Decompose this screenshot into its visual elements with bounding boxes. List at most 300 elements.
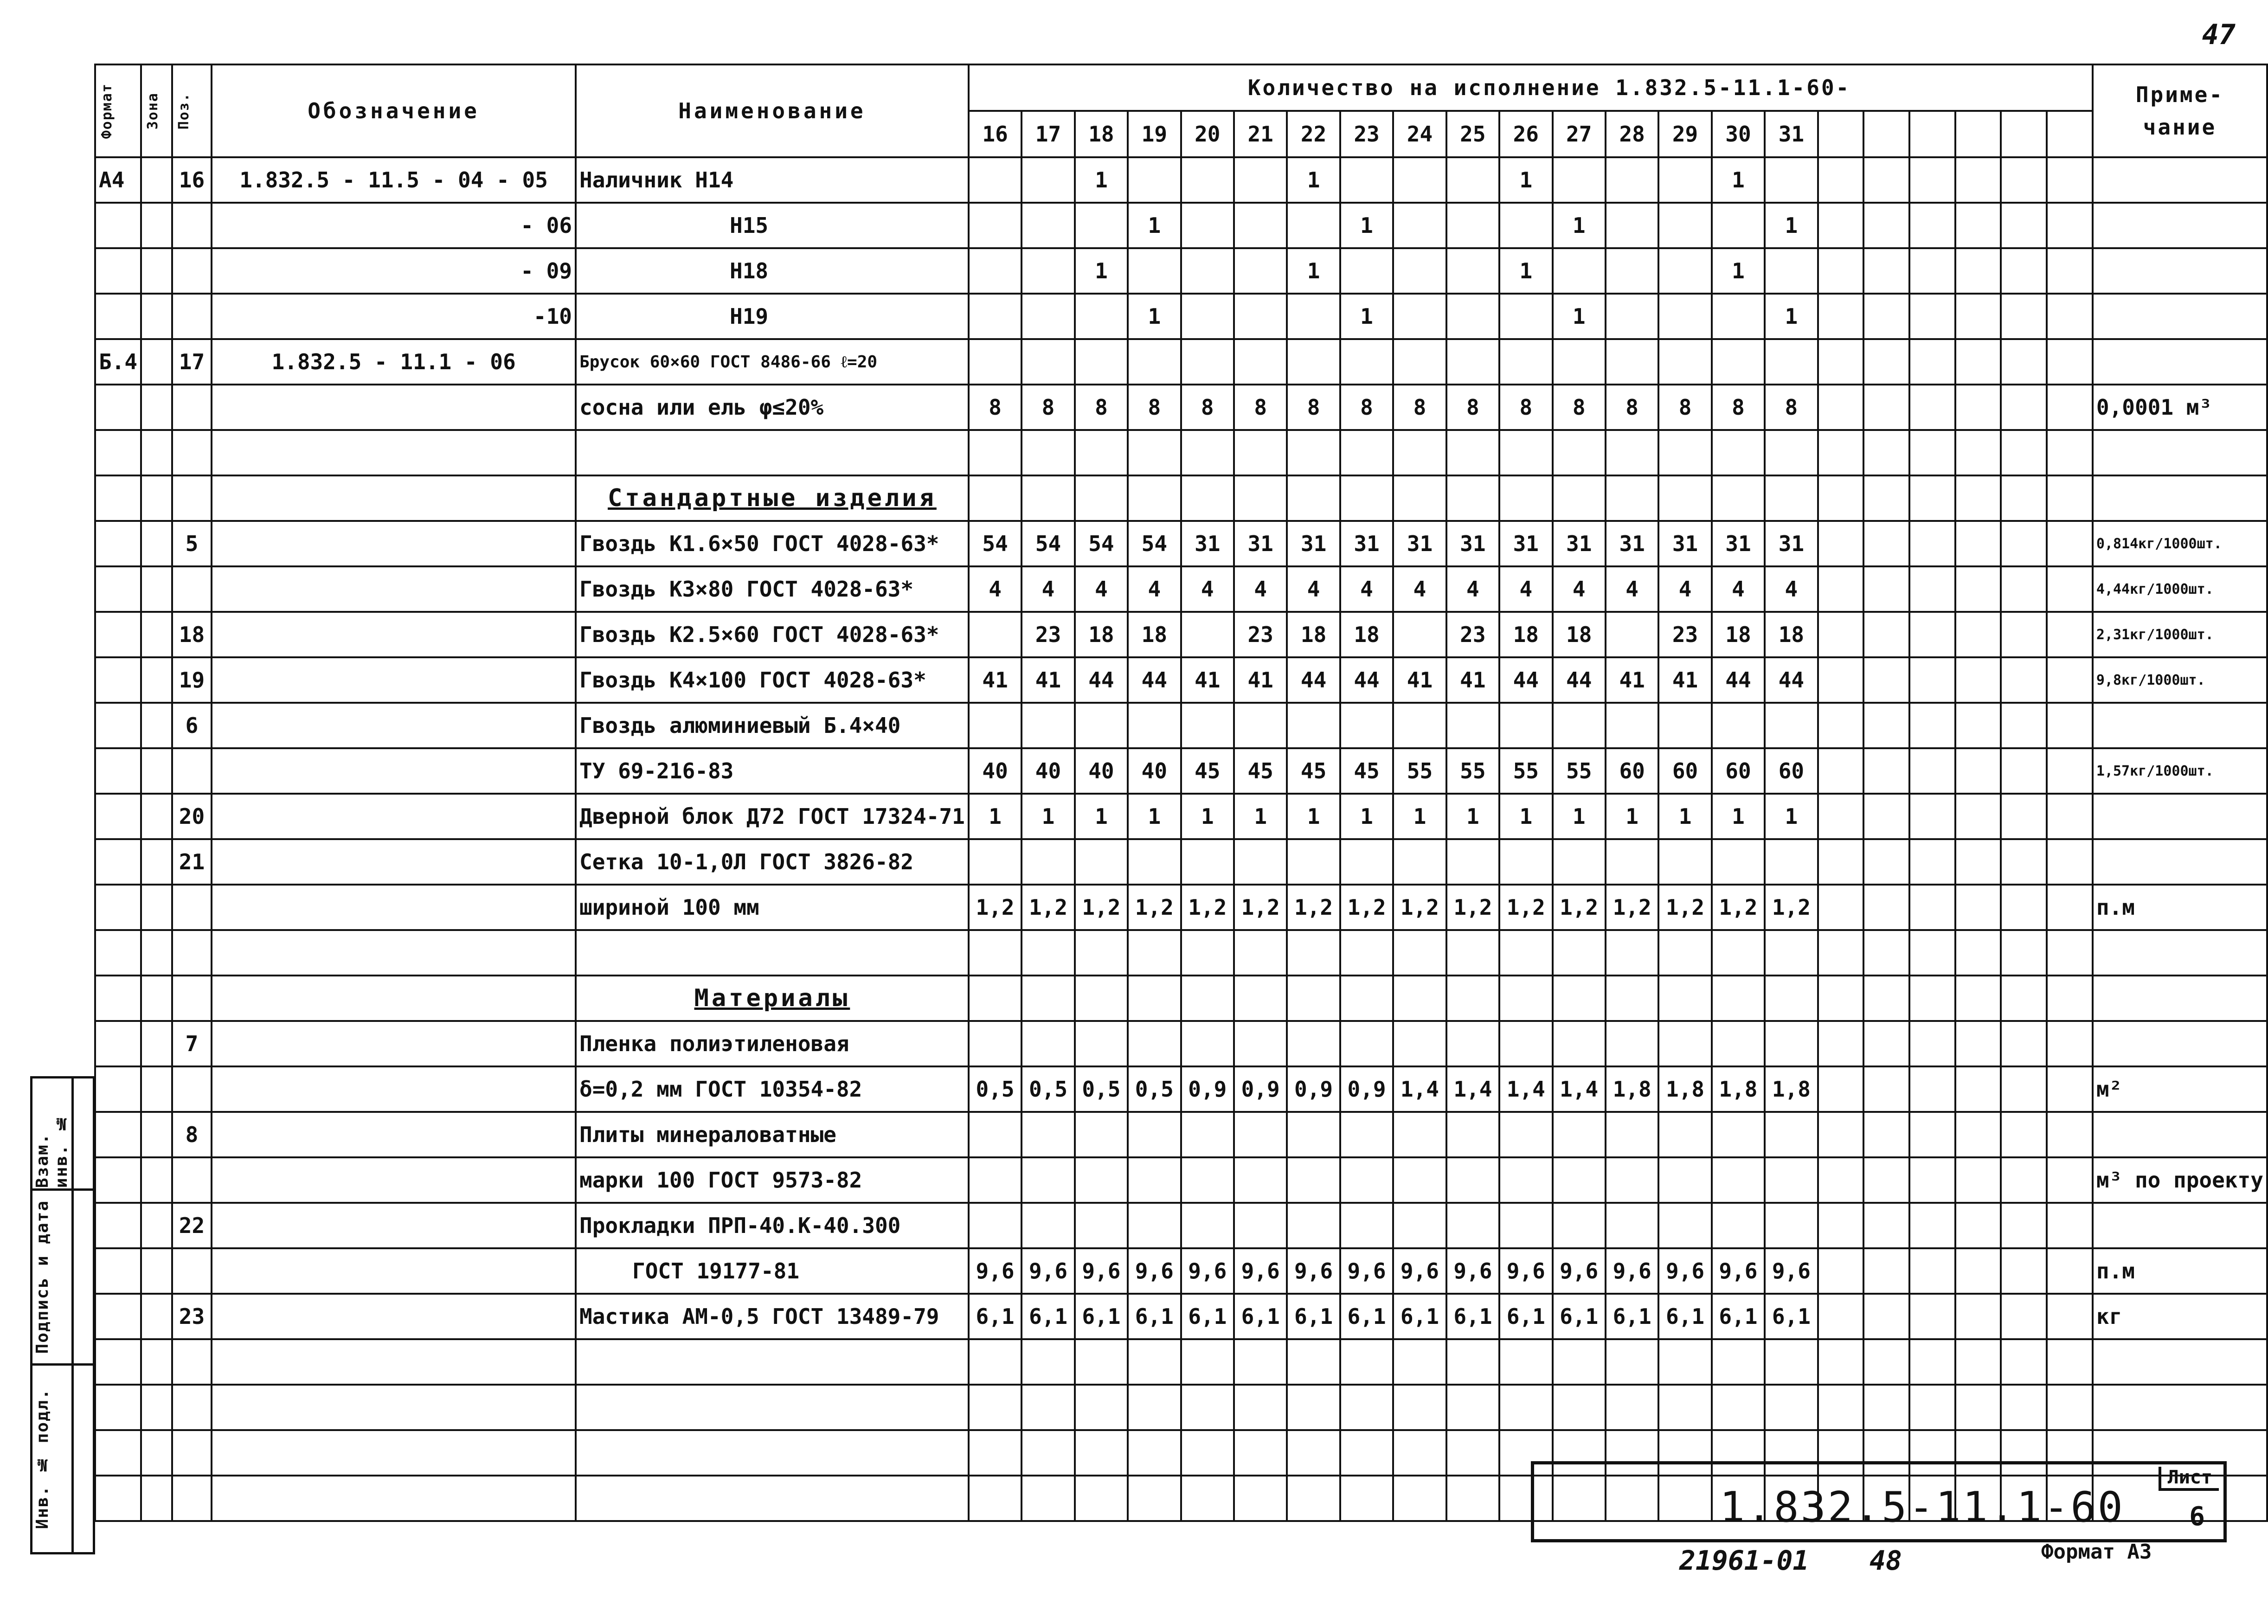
cell-designation: [212, 1339, 576, 1385]
cell-empty: [1818, 839, 1864, 885]
cell-qty-21: 8: [1234, 385, 1287, 430]
cell-empty: [1955, 294, 2001, 339]
cell-qty-19: [1128, 248, 1181, 294]
cell-qty-21: [1234, 1476, 1287, 1521]
cell-qty-23: 1: [1340, 203, 1393, 248]
cell-qty-24: 1,4: [1393, 1066, 1446, 1112]
cell-qty-17: 40: [1022, 748, 1074, 794]
cell-empty: [2001, 248, 2047, 294]
cell-qty-22: [1287, 1430, 1340, 1476]
cell-empty: [1955, 1112, 2001, 1157]
cell-note: [2093, 930, 2267, 976]
cell-empty: [1818, 1203, 1864, 1248]
cell-qty-27: [1553, 1203, 1606, 1248]
cell-name: Гвоздь алюминиевый Б.4×40: [576, 703, 969, 748]
cell-empty: [2047, 1157, 2093, 1203]
cell-qty-16: 1,2: [969, 885, 1022, 930]
cell-format: [95, 1203, 141, 1248]
cell-empty: [1658, 475, 1711, 521]
cell-qty-23: 1: [1340, 794, 1393, 839]
cell-note: [2093, 294, 2267, 339]
cell-qty-31: 31: [1765, 521, 1818, 566]
cell-qty-27: [1553, 430, 1606, 475]
cell-qty-25: 1,4: [1446, 1066, 1499, 1112]
cell-empty: [1863, 748, 1909, 794]
cell-qty-27: 44: [1553, 657, 1606, 703]
cell-qty-28: [1606, 248, 1658, 294]
cell-qty-22: 4: [1287, 566, 1340, 612]
cell-empty: [1863, 976, 1909, 1021]
cell-qty-19: 18: [1128, 612, 1181, 657]
cell-qty-16: [969, 1385, 1022, 1430]
cell-name: [576, 1430, 969, 1476]
cell-empty: [1863, 657, 1909, 703]
cell-qty-24: [1393, 703, 1446, 748]
cell-qty-25: [1446, 1385, 1499, 1430]
cell-qty-27: 18: [1553, 612, 1606, 657]
cell-qty-25: 31: [1446, 521, 1499, 566]
cell-qty-28: [1606, 612, 1658, 657]
cell-empty: [2001, 703, 2047, 748]
cell-empty: [1818, 430, 1864, 475]
cell-empty: [1909, 339, 1955, 385]
cell-qty-17: [1022, 1339, 1074, 1385]
side-label-inv: Взам. инв. №: [33, 1113, 71, 1188]
cell-name: [576, 1385, 969, 1430]
cell-empty: [141, 475, 172, 521]
cell-empty: [2001, 657, 2047, 703]
cell-qty-24: [1393, 203, 1446, 248]
cell-zone: [141, 1476, 172, 1521]
cell-qty-18: [1075, 839, 1128, 885]
cell-empty: [1909, 703, 1955, 748]
cell-qty-23: 1: [1340, 294, 1393, 339]
cell-qty-16: [969, 1430, 1022, 1476]
cell-qty-29: 41: [1658, 657, 1711, 703]
cell-qty-21: [1234, 1339, 1287, 1385]
cell-zone: [141, 1157, 172, 1203]
cell-qty-18: 9,6: [1075, 1248, 1128, 1294]
cell-zone: [141, 794, 172, 839]
cell-qty-24: [1393, 1430, 1446, 1476]
cell-qty-22: [1287, 1157, 1340, 1203]
cell-qty-29: 31: [1658, 521, 1711, 566]
column-31: 31: [1765, 111, 1818, 157]
cell-qty-27: 9,6: [1553, 1248, 1606, 1294]
cell-qty-27: [1553, 703, 1606, 748]
cell-qty-27: 1,2: [1553, 885, 1606, 930]
cell-qty-23: [1340, 430, 1393, 475]
cell-qty-18: [1075, 203, 1128, 248]
cell-empty: [1955, 612, 2001, 657]
cell-qty-17: [1022, 1112, 1074, 1157]
cell-qty-22: [1287, 1112, 1340, 1157]
header-format: Формат: [95, 64, 141, 157]
cell-empty: [1955, 475, 2001, 521]
cell-qty-18: 6,1: [1075, 1294, 1128, 1339]
cell-note: [2093, 1385, 2267, 1430]
table-row: [95, 1339, 2267, 1385]
cell-empty: [1909, 521, 1955, 566]
cell-qty-28: 9,6: [1606, 1248, 1658, 1294]
cell-qty-30: [1712, 1385, 1765, 1430]
cell-name: марки 100 ГОСТ 9573-82: [576, 1157, 969, 1203]
cell-designation: [212, 1248, 576, 1294]
cell-zone: [141, 1339, 172, 1385]
cell-zone: [141, 566, 172, 612]
cell-qty-21: [1234, 1385, 1287, 1430]
cell-qty-18: 1: [1075, 248, 1128, 294]
cell-empty: [1818, 566, 1864, 612]
cell-qty-23: 31: [1340, 521, 1393, 566]
cell-qty-16: [969, 1021, 1022, 1066]
cell-qty-30: [1712, 1157, 1765, 1203]
cell-empty: [2001, 1294, 2047, 1339]
cell-empty: [1863, 248, 1909, 294]
cell-empty: [1606, 475, 1658, 521]
cell-qty-25: 23: [1446, 612, 1499, 657]
cell-format: [95, 930, 141, 976]
cell-qty-30: 60: [1712, 748, 1765, 794]
column-empty: [1863, 111, 1909, 157]
cell-empty: [1863, 1112, 1909, 1157]
cell-qty-27: [1553, 157, 1606, 203]
cell-note: 2,31кг/1000шт.: [2093, 612, 2267, 657]
cell-empty: [1818, 1248, 1864, 1294]
cell-qty-21: 4: [1234, 566, 1287, 612]
cell-qty-18: [1075, 703, 1128, 748]
cell-empty: [2001, 157, 2047, 203]
cell-qty-27: 1: [1553, 203, 1606, 248]
cell-empty: [1955, 157, 2001, 203]
cell-empty: [212, 976, 576, 1021]
cell-note: [2093, 1021, 2267, 1066]
cell-name: [576, 1476, 969, 1521]
cell-qty-25: 9,6: [1446, 1248, 1499, 1294]
cell-empty: [2001, 748, 2047, 794]
cell-empty: [2001, 385, 2047, 430]
cell-qty-29: [1658, 1157, 1711, 1203]
cell-qty-31: [1765, 248, 1818, 294]
cell-empty: [1909, 1157, 1955, 1203]
cell-qty-21: 9,6: [1234, 1248, 1287, 1294]
cell-empty: [2047, 1112, 2093, 1157]
cell-qty-31: 18: [1765, 612, 1818, 657]
cell-format: [95, 566, 141, 612]
cell-empty: [1955, 839, 2001, 885]
cell-empty: [1955, 703, 2001, 748]
cell-qty-19: 9,6: [1128, 1248, 1181, 1294]
table-row: [95, 1112, 2267, 1157]
cell-name: Наличник Н14: [576, 157, 969, 203]
cell-qty-26: [1499, 703, 1552, 748]
cell-qty-17: 8: [1022, 385, 1074, 430]
side-label-sign: Подпись и дата: [33, 1200, 52, 1354]
cell-empty: [1909, 1112, 1955, 1157]
cell-name: Гвоздь К3×80 ГОСТ 4028-63*: [576, 566, 969, 612]
cell-empty: [1393, 976, 1446, 1021]
cell-qty-31: [1765, 1385, 1818, 1430]
cell-format: А4: [95, 157, 141, 203]
cell-qty-28: [1606, 1203, 1658, 1248]
cell-empty: [1234, 475, 1287, 521]
cell-qty-27: 1: [1553, 294, 1606, 339]
cell-qty-28: [1606, 157, 1658, 203]
cell-name: Н19: [576, 294, 969, 339]
cell-empty: [2001, 1157, 2047, 1203]
cell-qty-17: [1022, 248, 1074, 294]
cell-position: [172, 294, 212, 339]
cell-designation: [212, 521, 576, 566]
cell-qty-20: 0,9: [1181, 1066, 1234, 1112]
cell-qty-21: 6,1: [1234, 1294, 1287, 1339]
cell-qty-16: 4: [969, 566, 1022, 612]
cell-qty-17: 1,2: [1022, 885, 1074, 930]
cell-format: [95, 1021, 141, 1066]
table-row: [95, 521, 2267, 566]
cell-qty-23: [1340, 1430, 1393, 1476]
cell-name: Прокладки ПРП-40.К-40.300: [576, 1203, 969, 1248]
cell-qty-19: [1128, 703, 1181, 748]
column-26: 26: [1499, 111, 1552, 157]
cell-empty: [1553, 475, 1606, 521]
cell-empty: [1181, 475, 1234, 521]
cell-empty: [2047, 1294, 2093, 1339]
cell-position: [172, 1248, 212, 1294]
cell-qty-29: [1658, 1385, 1711, 1430]
column-empty: [1818, 111, 1864, 157]
cell-qty-17: [1022, 430, 1074, 475]
cell-empty: [1340, 475, 1393, 521]
cell-name: Гвоздь К4×100 ГОСТ 4028-63*: [576, 657, 969, 703]
cell-qty-22: [1287, 1021, 1340, 1066]
cell-qty-27: 1,4: [1553, 1066, 1606, 1112]
cell-position: 7: [172, 1021, 212, 1066]
cell-qty-22: 6,1: [1287, 1294, 1340, 1339]
cell-qty-20: 45: [1181, 748, 1234, 794]
cell-note: [2093, 1203, 2267, 1248]
cell-qty-22: [1287, 1476, 1340, 1521]
cell-qty-18: [1075, 1021, 1128, 1066]
cell-empty: [2047, 1021, 2093, 1066]
cell-qty-17: [1022, 1385, 1074, 1430]
cell-qty-29: 8: [1658, 385, 1711, 430]
cell-qty-27: 6,1: [1553, 1294, 1606, 1339]
cell-qty-29: 1,2: [1658, 885, 1711, 930]
cell-qty-29: 1: [1658, 794, 1711, 839]
cell-empty: [2047, 430, 2093, 475]
cell-qty-31: [1765, 703, 1818, 748]
cell-qty-19: [1128, 157, 1181, 203]
cell-empty: [1909, 1021, 1955, 1066]
cell-qty-31: [1765, 1157, 1818, 1203]
cell-format: [95, 1385, 141, 1430]
cell-qty-20: [1181, 1339, 1234, 1385]
cell-qty-23: [1340, 157, 1393, 203]
cell-note: [2093, 430, 2267, 475]
cell-qty-23: [1340, 1157, 1393, 1203]
table-row: [95, 930, 2267, 976]
table-row: [95, 976, 2267, 1021]
cell-qty-29: [1658, 430, 1711, 475]
cell-qty-20: [1181, 1157, 1234, 1203]
cell-empty: [1075, 475, 1128, 521]
cell-qty-25: [1446, 203, 1499, 248]
cell-qty-27: [1553, 1385, 1606, 1430]
cell-empty: [2047, 1385, 2093, 1430]
cell-designation: [212, 703, 576, 748]
header-name: Наименование: [576, 64, 969, 157]
cell-position: [172, 748, 212, 794]
cell-qty-19: [1128, 339, 1181, 385]
cell-empty: [1909, 839, 1955, 885]
cell-format: [95, 839, 141, 885]
cell-empty: [2001, 612, 2047, 657]
cell-qty-22: [1287, 1339, 1340, 1385]
cell-qty-29: [1658, 157, 1711, 203]
cell-format: [95, 1339, 141, 1385]
cell-position: 17: [172, 339, 212, 385]
cell-qty-22: 45: [1287, 748, 1340, 794]
cell-zone: [141, 203, 172, 248]
cell-qty-30: [1712, 1112, 1765, 1157]
cell-qty-22: [1287, 1385, 1340, 1430]
cell-zone: [141, 1021, 172, 1066]
cell-empty: [2001, 294, 2047, 339]
cell-qty-18: [1075, 1476, 1128, 1521]
cell-qty-23: [1340, 1339, 1393, 1385]
cell-format: [95, 248, 141, 294]
cell-note: 1,57кг/1000шт.: [2093, 748, 2267, 794]
cell-empty: [1909, 248, 1955, 294]
cell-qty-16: [969, 1203, 1022, 1248]
cell-qty-27: [1553, 1339, 1606, 1385]
cell-designation: [212, 794, 576, 839]
cell-qty-20: 31: [1181, 521, 1234, 566]
cell-empty: [1909, 1248, 1955, 1294]
cell-empty: [1499, 475, 1552, 521]
cell-position: [172, 430, 212, 475]
cell-qty-24: 1,2: [1393, 885, 1446, 930]
cell-empty: [1909, 475, 1955, 521]
cell-note: [2093, 339, 2267, 385]
cell-qty-17: [1022, 1430, 1074, 1476]
cell-qty-16: [969, 339, 1022, 385]
cell-qty-31: 1,8: [1765, 1066, 1818, 1112]
cell-qty-19: [1128, 1203, 1181, 1248]
cell-empty: [1863, 1248, 1909, 1294]
cell-position: [172, 1430, 212, 1476]
cell-qty-31: 4: [1765, 566, 1818, 612]
cell-qty-18: [1075, 1112, 1128, 1157]
column-empty: [1955, 111, 2001, 157]
table-row: [95, 748, 2267, 794]
cell-empty: [1955, 521, 2001, 566]
cell-qty-21: [1234, 157, 1287, 203]
cell-empty: [1955, 885, 2001, 930]
cell-empty: [1765, 976, 1818, 1021]
cell-qty-25: 6,1: [1446, 1294, 1499, 1339]
cell-empty: [1909, 1385, 1955, 1430]
cell-qty-24: [1393, 294, 1446, 339]
cell-empty: [1909, 1339, 1955, 1385]
cell-qty-24: [1393, 1021, 1446, 1066]
cell-empty: [2001, 1385, 2047, 1430]
cell-name: [576, 1339, 969, 1385]
cell-qty-28: [1606, 1157, 1658, 1203]
cell-qty-20: 41: [1181, 657, 1234, 703]
cell-qty-28: 60: [1606, 748, 1658, 794]
column-20: 20: [1181, 111, 1234, 157]
cell-note: 0,0001 м³: [2093, 385, 2267, 430]
cell-qty-20: [1181, 203, 1234, 248]
table-row: [95, 1203, 2267, 1248]
cell-zone: [141, 657, 172, 703]
cell-qty-24: [1393, 157, 1446, 203]
cell-empty: [1955, 339, 2001, 385]
cell-qty-26: [1499, 1112, 1552, 1157]
cell-qty-25: [1446, 1430, 1499, 1476]
cell-empty: [2047, 385, 2093, 430]
cell-qty-16: 40: [969, 748, 1022, 794]
cell-qty-29: 6,1: [1658, 1294, 1711, 1339]
cell-empty: [1818, 203, 1864, 248]
cell-name: Н18: [576, 248, 969, 294]
cell-name: Мастика АМ-0,5 ГОСТ 13489-79: [576, 1294, 969, 1339]
cell-empty: [2047, 748, 2093, 794]
cell-qty-23: [1340, 248, 1393, 294]
cell-qty-18: [1075, 930, 1128, 976]
cell-qty-22: 1,2: [1287, 885, 1340, 930]
cell-zone: [141, 703, 172, 748]
cell-qty-29: [1658, 248, 1711, 294]
table-row: [95, 248, 2267, 294]
table-row: [95, 430, 2267, 475]
cell-position: 6: [172, 703, 212, 748]
cell-name: ТУ 69-216-83: [576, 748, 969, 794]
cell-qty-22: [1287, 339, 1340, 385]
cell-note: [2093, 203, 2267, 248]
cell-qty-22: [1287, 203, 1340, 248]
cell-qty-16: [969, 1339, 1022, 1385]
header-designation: Обозначение: [212, 64, 576, 157]
cell-qty-16: 6,1: [969, 1294, 1022, 1339]
cell-qty-21: 0,9: [1234, 1066, 1287, 1112]
cell-position: 23: [172, 1294, 212, 1339]
cell-qty-16: [969, 703, 1022, 748]
cell-empty: [2093, 475, 2267, 521]
cell-qty-26: 1: [1499, 794, 1552, 839]
cell-designation: [212, 885, 576, 930]
cell-qty-20: [1181, 294, 1234, 339]
cell-position: [172, 566, 212, 612]
order-number: 21961-01: [1679, 1545, 1809, 1576]
cell-qty-26: 1: [1499, 157, 1552, 203]
cell-qty-24: 8: [1393, 385, 1446, 430]
cell-qty-19: 8: [1128, 385, 1181, 430]
cell-qty-21: [1234, 930, 1287, 976]
cell-qty-25: [1446, 339, 1499, 385]
cell-empty: [1234, 976, 1287, 1021]
cell-qty-24: 9,6: [1393, 1248, 1446, 1294]
cell-format: [95, 1430, 141, 1476]
cell-designation: [212, 385, 576, 430]
cell-qty-26: [1499, 1203, 1552, 1248]
cell-empty: [1499, 976, 1552, 1021]
cell-qty-21: 45: [1234, 748, 1287, 794]
cell-designation: [212, 612, 576, 657]
cell-qty-22: 1: [1287, 248, 1340, 294]
